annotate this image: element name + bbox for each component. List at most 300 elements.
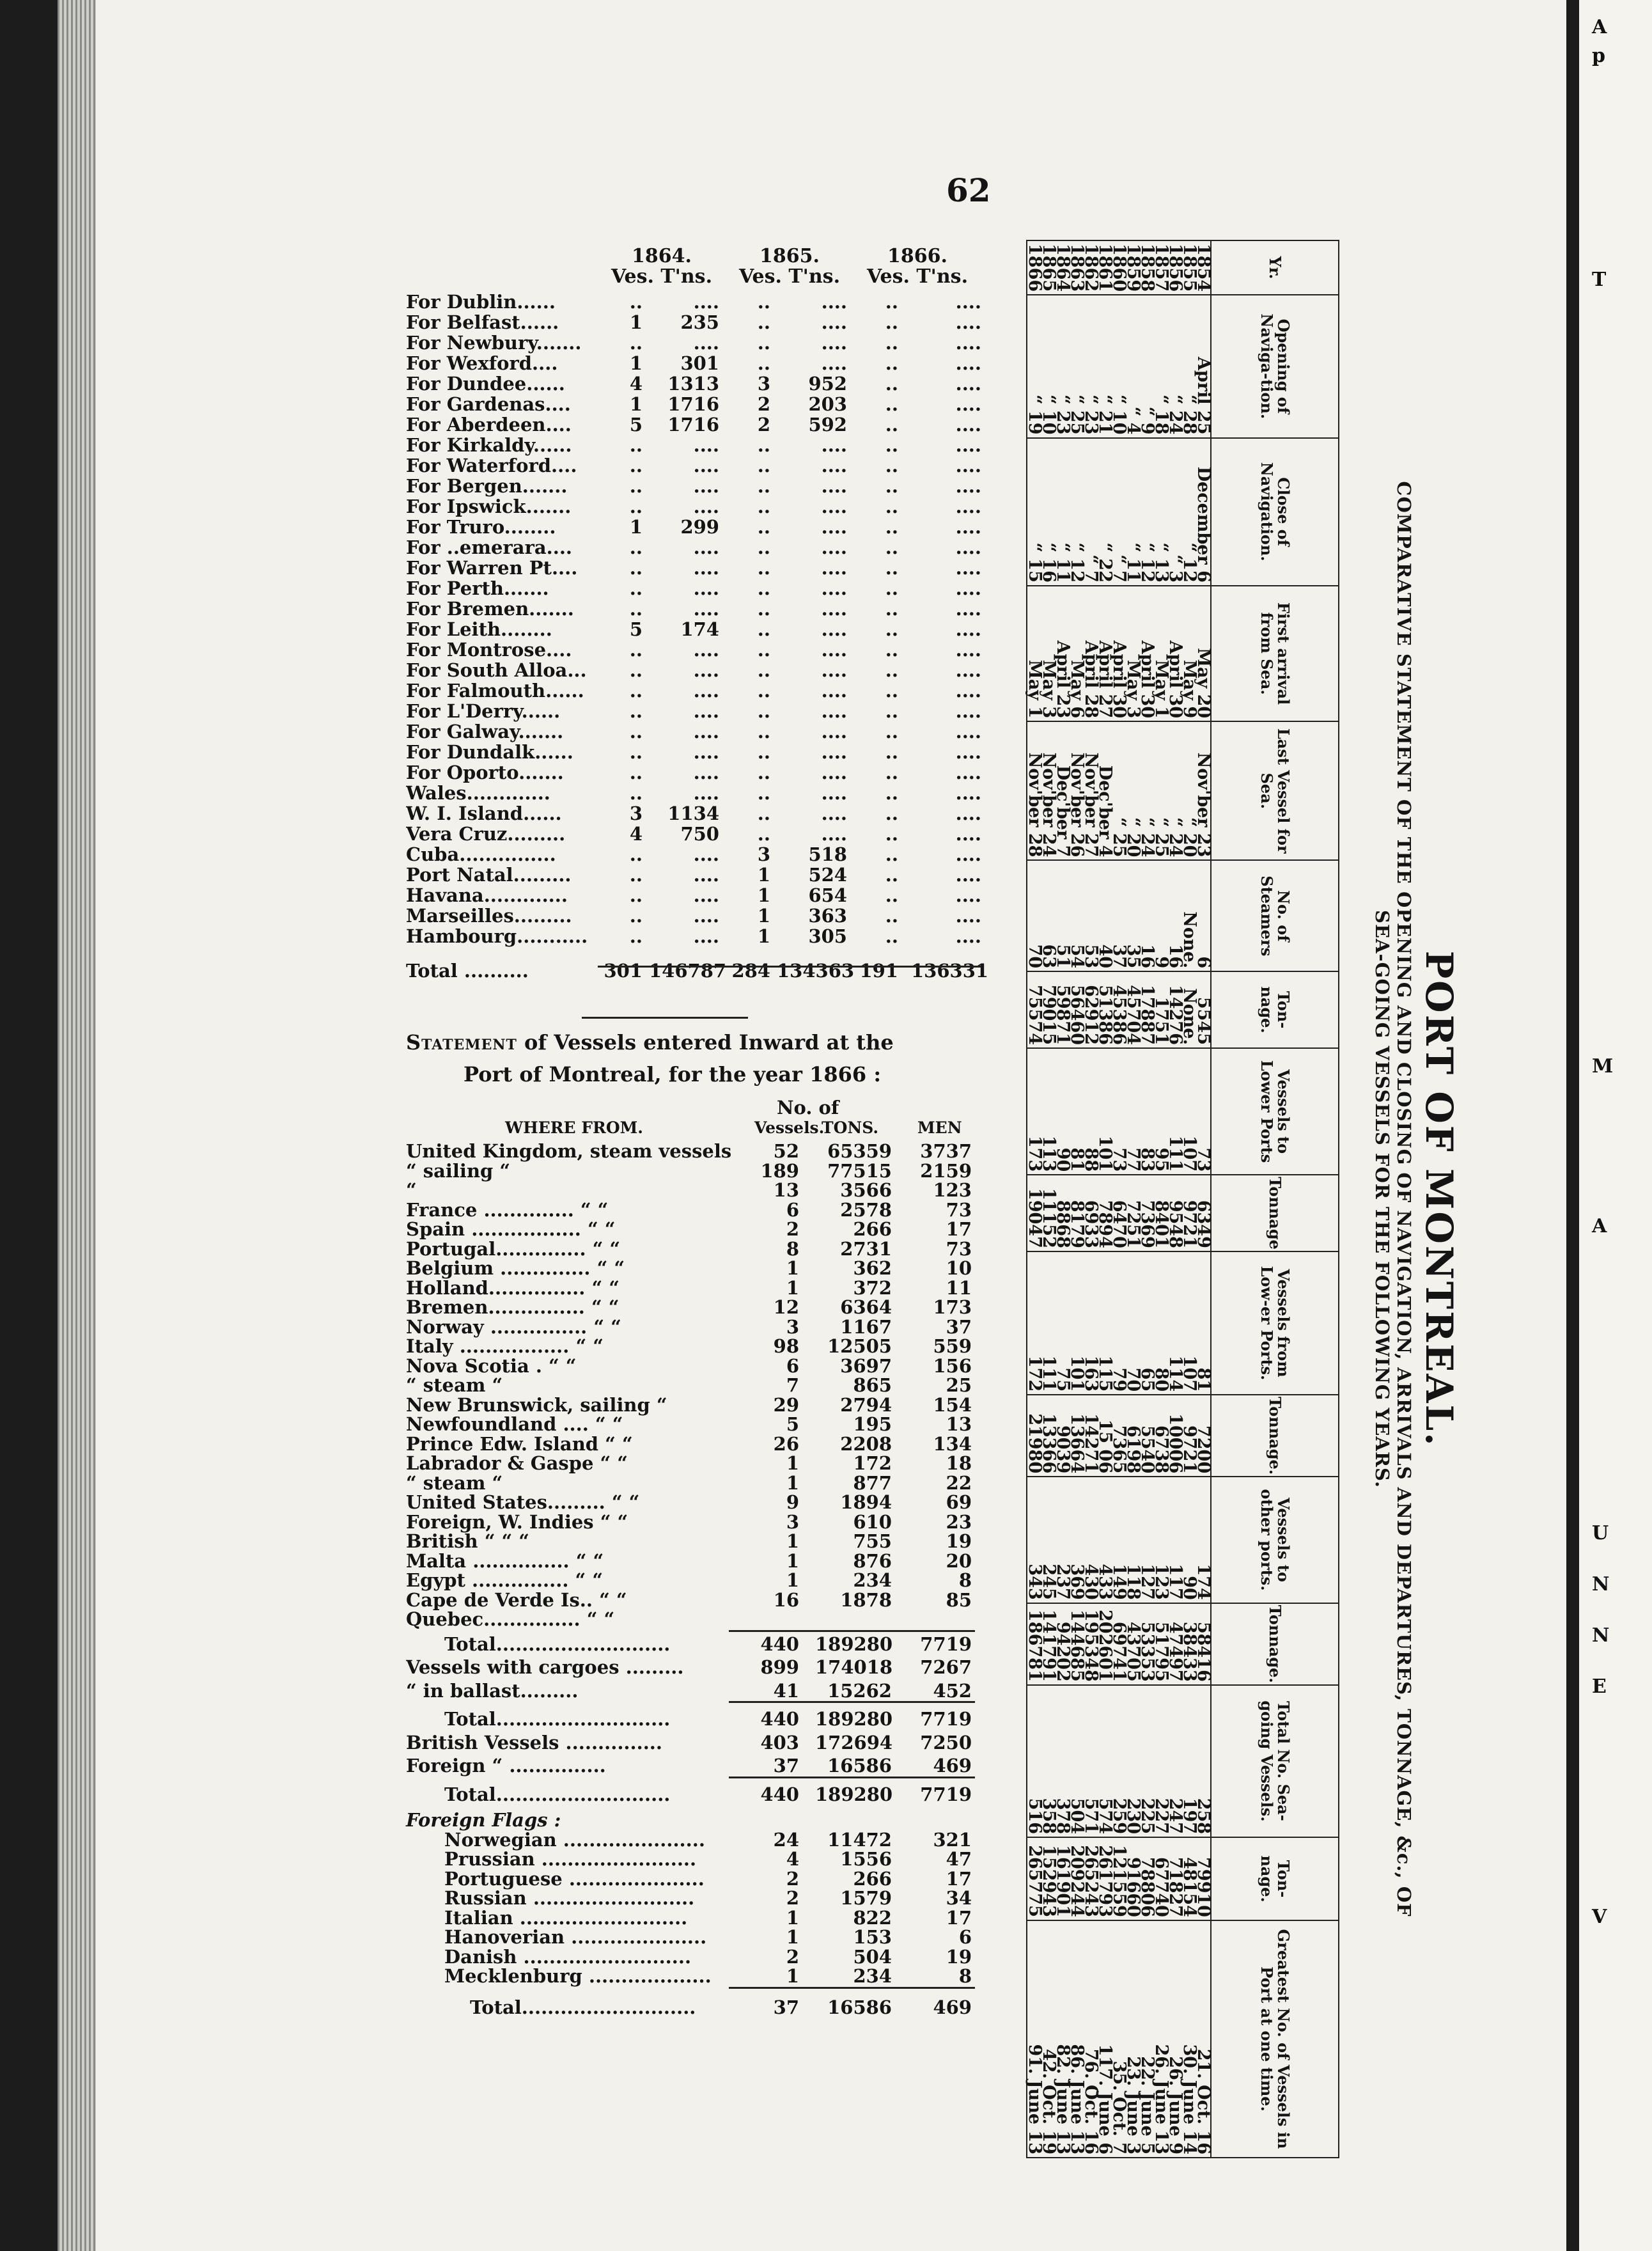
port-t66: ....	[955, 700, 981, 722]
inward-row-vessels: 1	[786, 1530, 799, 1552]
comparative-cell: 81	[1196, 1251, 1211, 1395]
total-rule	[406, 1628, 981, 1633]
comparative-cell: 6198	[1126, 1395, 1140, 1477]
comparative-cell: 9548	[1168, 1175, 1182, 1251]
port-row	[406, 618, 981, 639]
year-1865-sub: Ves. T'ns.	[738, 265, 841, 288]
margin-fragment: p	[1592, 45, 1605, 67]
inward-row	[406, 1589, 981, 1609]
comparative-cell: 59871	[1056, 971, 1070, 1048]
inward-row-label: Quebec............... “ “	[406, 1608, 615, 1630]
comparative-cell: 141791	[1041, 1603, 1056, 1685]
comparative-cell: 58416	[1196, 1603, 1211, 1685]
comparative-cell: 172	[1027, 1251, 1041, 1395]
foreign-row	[444, 1926, 981, 1946]
comparative-header-cell: Vessels to other ports.	[1211, 1477, 1339, 1603]
port-v65: ..	[757, 455, 770, 476]
comparative-cell: 10006	[1168, 1395, 1182, 1477]
comparative-cell: 1861	[1098, 240, 1112, 295]
comparative-header-cell: Total No. Sea-going Vessels.	[1211, 1685, 1339, 1837]
comparative-cell: 26. June 9	[1168, 1920, 1182, 2158]
port-t66: ....	[955, 393, 981, 415]
inward-row-men: 173	[933, 1296, 972, 1318]
inward-total	[444, 1633, 981, 1653]
port-v66: ..	[885, 762, 898, 783]
foreign-row	[444, 1829, 981, 1849]
comparative-cell: 19047	[1027, 1175, 1041, 1251]
port-v65: 1	[757, 884, 770, 906]
port-v65: ..	[757, 721, 770, 742]
col-vessels: Vessels.	[754, 1118, 825, 1137]
comparative-cell: 51	[1056, 860, 1070, 971]
port-v64: ..	[629, 905, 643, 927]
inward-row-men: 17	[946, 1218, 972, 1240]
comparative-header-cell: Close of Navigation.	[1211, 438, 1339, 586]
port-t64: ....	[693, 496, 719, 517]
comparative-cell: 80	[1154, 1251, 1168, 1395]
foreign-row-label: Prussian ........................	[444, 1848, 697, 1870]
port-t65: ....	[821, 311, 847, 333]
port-t65: ....	[821, 639, 847, 661]
port-v65: ..	[757, 762, 770, 783]
comparative-cell: 51386	[1098, 971, 1112, 1048]
foreign-row-label: Danish ..........................	[444, 1945, 692, 1968]
comparative-cell: 78806	[1140, 1837, 1154, 1920]
comparative-cell: “ 25	[1070, 295, 1084, 437]
comparative-cell: 13664	[1070, 1395, 1084, 1477]
port-t65: 524	[808, 864, 847, 886]
port-v66: ..	[885, 843, 898, 865]
comparative-cell: May 3	[1126, 586, 1140, 721]
ports-total-t66: 136331	[911, 960, 989, 982]
margin-fragment: U	[1592, 1522, 1609, 1544]
port-v65: 2	[757, 414, 770, 435]
inward-row-tons: 2794	[840, 1393, 892, 1416]
comparative-cell: 14271	[1084, 1395, 1098, 1477]
comparative-cell: 13366	[1041, 1395, 1056, 1477]
comparative-cell: 237	[1056, 1477, 1070, 1603]
inward-row-men: 8	[958, 1569, 972, 1591]
inward-total-vessels: 440	[760, 1633, 799, 1655]
inward-row-tons: 77515	[827, 1159, 892, 1182]
comparative-cell: 186781	[1027, 1603, 1041, 1685]
inward-statement	[406, 1026, 981, 2016]
col-where-from: WHERE FROM.	[505, 1118, 643, 1137]
comparative-cell: 1860	[1112, 240, 1126, 295]
comparative-cell: April 25	[1196, 295, 1211, 437]
inward-row-vessels: 1	[786, 1569, 799, 1591]
comparative-cell: 1864	[1056, 240, 1070, 295]
inward-row-label: Spain ................. “ “	[406, 1218, 616, 1240]
foreign-total-tons: 16586	[827, 1996, 892, 2018]
comparative-cell: 111	[1168, 1048, 1182, 1175]
inward-row-label: Newfoundland .... “ “	[406, 1413, 623, 1435]
inward-row-men: 10	[946, 1257, 972, 1279]
port-v66: ..	[885, 537, 898, 558]
flag-total-tons: 189280	[815, 1783, 893, 1805]
port-t64: ....	[693, 925, 719, 947]
port-t66: ....	[955, 680, 981, 702]
flag-row	[406, 1755, 981, 1775]
cargo-total-men: 7719	[920, 1708, 972, 1730]
port-t64: ....	[693, 475, 719, 497]
port-v66: ..	[885, 332, 898, 354]
comparative-cell: 43705	[1126, 1603, 1140, 1685]
inward-row-men: 13	[946, 1413, 972, 1435]
port-t64: ....	[693, 782, 719, 804]
port-v65: ..	[757, 823, 770, 845]
inward-row-men: 22	[946, 1471, 972, 1494]
inward-row-vessels: 3	[786, 1510, 799, 1533]
port-t64: 1313	[667, 373, 719, 395]
section-divider	[582, 1017, 748, 1019]
inward-row	[406, 1608, 981, 1628]
comparative-cell: “ 20	[1182, 721, 1196, 860]
port-t66: ....	[955, 516, 981, 538]
inward-row-men: 85	[946, 1588, 972, 1611]
port-t65: ....	[821, 557, 847, 579]
comparative-cell: “ 7	[1112, 438, 1126, 586]
comparative-cell: 114	[1168, 1251, 1182, 1395]
comparative-cell: May 9	[1182, 586, 1196, 721]
comparative-cell: 6933	[1084, 1175, 1098, 1251]
port-v66: ..	[885, 291, 898, 313]
port-name: For Kirkaldy......	[406, 434, 572, 456]
port-name: For Ipswick.......	[406, 496, 572, 517]
foreign-flags-label: Foreign Flags :	[406, 1809, 561, 1831]
inward-row-label: United Kingdom, steam vessels	[406, 1140, 732, 1162]
inward-row-vessels: 5	[786, 1413, 799, 1435]
comparative-cell: 7200	[1196, 1395, 1211, 1477]
comparative-cell: 115	[1098, 1251, 1112, 1395]
port-row	[406, 537, 981, 557]
margin-fragment: A	[1592, 1215, 1607, 1237]
year-1866: 1866.	[887, 245, 947, 267]
cargo-row-tons: 174018	[815, 1656, 893, 1678]
port-v64: ..	[629, 782, 643, 804]
port-t64: ....	[693, 884, 719, 906]
port-v65: ..	[757, 700, 770, 722]
cargo-total-vessels: 440	[760, 1708, 799, 1730]
comparative-cell: “ 22	[1098, 438, 1112, 586]
comparative-cell: “ 9	[1140, 295, 1154, 437]
comparative-cell: 6	[1196, 860, 1211, 971]
year-1864-sub: Ves. T'ns.	[611, 265, 713, 288]
foreign-row-men: 19	[946, 1945, 972, 1968]
port-row	[406, 905, 981, 925]
comparative-cell: 1855	[1182, 240, 1196, 295]
comparative-cell: May 20	[1196, 586, 1211, 721]
flag-row-vessels: 403	[760, 1731, 799, 1753]
port-name: For Oporto.......	[406, 762, 564, 783]
port-v66: ..	[885, 496, 898, 517]
port-v65: 2	[757, 393, 770, 415]
comparative-cell: 1856	[1168, 240, 1182, 295]
comparative-cell: April 27	[1098, 586, 1112, 721]
inward-row-vessels: 189	[760, 1159, 799, 1182]
port-name: For Waterford....	[406, 455, 577, 476]
port-name: For Bergen.......	[406, 475, 568, 497]
port-v66: ..	[885, 925, 898, 947]
port-v65: ..	[757, 352, 770, 374]
inward-row-men: 559	[933, 1335, 972, 1357]
port-v66: ..	[885, 884, 898, 906]
inward-row	[406, 1472, 981, 1492]
inward-row-vessels: 16	[773, 1588, 799, 1611]
inward-row-men: 73	[946, 1237, 972, 1260]
port-t65: ....	[821, 762, 847, 783]
inward-row-vessels: 8	[786, 1237, 799, 1260]
port-t64: 1716	[667, 393, 719, 415]
cargo-row-men: 452	[933, 1679, 972, 1702]
port-row	[406, 782, 981, 803]
port-row	[406, 496, 981, 516]
total-rule-line	[729, 1630, 975, 1632]
inward-row-vessels: 12	[773, 1296, 799, 1318]
inward-row-label: Bremen............... “ “	[406, 1296, 620, 1318]
inward-row	[406, 1160, 981, 1180]
port-row	[406, 434, 981, 455]
inward-row-label: Labrador & Gaspe “ “	[406, 1452, 628, 1474]
comparative-cell: 247	[1168, 1685, 1182, 1837]
comparative-cell: 1857	[1154, 240, 1168, 295]
port-row	[406, 864, 981, 884]
port-t65: ....	[821, 721, 847, 742]
comparative-cell: 6349	[1196, 1175, 1211, 1251]
foreign-total-men: 469	[933, 1996, 972, 2018]
port-row	[406, 557, 981, 577]
inward-row-tons: 195	[853, 1413, 892, 1435]
inward-row	[406, 1199, 981, 1219]
port-t66: ....	[955, 434, 981, 456]
comparative-cell: May 6	[1070, 586, 1084, 721]
port-v66: ..	[885, 311, 898, 333]
comparative-cell: 1859	[1126, 240, 1140, 295]
port-v65: ..	[757, 434, 770, 456]
comparative-cell: 127	[1140, 1477, 1154, 1603]
foreign-row-label: Russian .........................	[444, 1887, 695, 1909]
port-t64: 1134	[667, 803, 719, 824]
comparative-cell: 67740	[1154, 1837, 1168, 1920]
comparative-cell: 433	[1098, 1477, 1112, 1603]
port-name: For Falmouth......	[406, 680, 584, 702]
port-t64: ....	[693, 434, 719, 456]
comparative-cell: “ 15	[1027, 438, 1041, 586]
port-t65: 363	[808, 905, 847, 927]
port-t64: ....	[693, 291, 719, 313]
inward-row-label: Norway ............... “ “	[406, 1315, 621, 1338]
comparative-cell: 16	[1168, 860, 1182, 971]
port-row	[406, 762, 981, 782]
ports-total-label: Total ..........	[406, 960, 529, 982]
foreign-row-label: Hanoverian .....................	[444, 1926, 707, 1948]
foreign-row-label: Mecklenburg ...................	[444, 1965, 712, 1987]
port-row	[406, 598, 981, 618]
comparative-cell: May 1	[1027, 586, 1041, 721]
inward-row-men: 69	[946, 1491, 972, 1513]
inward-row-vessels: 1	[786, 1452, 799, 1474]
port-v64: ..	[629, 332, 643, 354]
col-no-of: No. of	[777, 1097, 839, 1118]
port-v64: ..	[629, 741, 643, 763]
port-v64: 4	[629, 373, 643, 395]
foreign-row-vessels: 2	[786, 1945, 799, 1968]
comparative-cell: 6738	[1154, 1395, 1168, 1477]
comparative-cell: 8868	[1056, 1175, 1070, 1251]
port-t66: ....	[955, 843, 981, 865]
port-name: Cuba...............	[406, 843, 556, 865]
port-t65: ....	[821, 537, 847, 558]
port-name: Havana.............	[406, 884, 568, 906]
inward-row-vessels: 7	[786, 1374, 799, 1396]
inward-row-men: 25	[946, 1374, 972, 1396]
foreign-row-tons: 11472	[827, 1828, 892, 1851]
port-v66: ..	[885, 823, 898, 845]
comparative-cell: 30. June 14	[1182, 1920, 1196, 2158]
inward-row	[406, 1569, 981, 1589]
port-t65: ....	[821, 782, 847, 804]
inward-title-rest: of Vessels entered Inward at the	[517, 1030, 894, 1055]
foreign-row-men: 321	[933, 1828, 972, 1851]
comparative-cell: 79	[1112, 1251, 1126, 1395]
comparative-cell: December 6	[1196, 438, 1211, 586]
comparative-header-cell: Opening of Naviga-tion.	[1211, 295, 1339, 437]
port-row	[406, 291, 981, 311]
port-t66: ....	[955, 762, 981, 783]
comparative-cell: 121559	[1112, 1837, 1126, 1920]
port-t66: ....	[955, 577, 981, 599]
comparative-cell: 53353	[1140, 1603, 1154, 1685]
comparative-cell: 504	[1070, 1685, 1084, 1837]
inward-total-men: 7719	[920, 1633, 972, 1655]
comparative-cell: Nov'ber 24	[1041, 721, 1056, 860]
port-v64: 1	[629, 311, 643, 333]
port-v66: ..	[885, 905, 898, 927]
comparative-cell: 163	[1084, 1251, 1098, 1395]
comparative-cell: 9039	[1056, 1395, 1070, 1477]
comparative-cell: 7251	[1126, 1175, 1140, 1251]
port-v66: ..	[885, 864, 898, 886]
comparative-cell: April 23	[1056, 586, 1070, 721]
port-t66: ....	[955, 291, 981, 313]
inward-row-men: 73	[946, 1198, 972, 1221]
port-t65: 654	[808, 884, 847, 906]
port-t65: ....	[821, 434, 847, 456]
comparative-cell: 9	[1154, 860, 1168, 971]
inward-row	[406, 1257, 981, 1277]
port-v64: ..	[629, 884, 643, 906]
inward-row	[406, 1140, 981, 1160]
port-v65: ..	[757, 537, 770, 558]
inward-header-1	[406, 1097, 981, 1118]
port-v64: ..	[629, 864, 643, 886]
foreign-row-tons: 1556	[840, 1848, 892, 1870]
cargo-row-men: 7267	[920, 1656, 972, 1678]
ports-total-t64: 146787	[649, 960, 727, 982]
inward-row-vessels: 9	[786, 1491, 799, 1513]
inward-row-vessels: 13	[773, 1179, 799, 1201]
comparative-cell: Nov'ber 28	[1027, 721, 1041, 860]
foreign-row-tons: 822	[853, 1906, 892, 1929]
port-name: For Wexford....	[406, 352, 558, 374]
port-t66: ....	[955, 925, 981, 947]
comparative-cell: 71827	[1168, 1837, 1182, 1920]
comparative-cell: 35. Oct. 7	[1112, 1920, 1126, 2158]
inward-row-label: “ steam “	[406, 1374, 503, 1396]
inward-title-lead: Statement	[406, 1030, 517, 1055]
comparative-cell: 53	[1084, 860, 1098, 971]
port-v64: ..	[629, 496, 643, 517]
port-t64: ....	[693, 639, 719, 661]
comparative-cell: 1866	[1027, 240, 1041, 295]
comparative-cell: 63	[1041, 860, 1056, 971]
comparative-cell: “ 24	[1168, 721, 1182, 860]
foreign-row-vessels: 4	[786, 1848, 799, 1870]
comparative-cell: Nov'ber 27	[1084, 721, 1098, 860]
ports-total-t65: 134363	[777, 960, 855, 982]
port-t65: 518	[808, 843, 847, 865]
comparative-cell: 79910	[1196, 1837, 1211, 1920]
inward-total-label: Total...........................	[444, 1633, 671, 1655]
comparative-cell: 369	[1070, 1477, 1084, 1603]
comparative-header-cell: Yr.	[1211, 240, 1339, 295]
port-name: For Truro........	[406, 516, 556, 538]
port-t64: ....	[693, 537, 719, 558]
port-t64: ....	[693, 721, 719, 742]
foreign-row-men: 17	[946, 1906, 972, 1929]
cargo-row-label: Vessels with cargoes .........	[406, 1656, 684, 1678]
comparative-cell: 571	[1084, 1685, 1098, 1837]
port-v66: ..	[885, 577, 898, 599]
comparative-cell: Dec'ber 4	[1098, 721, 1112, 860]
port-v66: ..	[885, 373, 898, 395]
port-t65: 305	[808, 925, 847, 947]
comparative-cell: 38433	[1182, 1603, 1196, 1685]
inward-row	[406, 1550, 981, 1570]
inward-row-tons: 12505	[827, 1335, 892, 1357]
port-v66: ..	[885, 455, 898, 476]
flag-row-vessels: 37	[773, 1755, 799, 1776]
foreign-row-men: 8	[958, 1965, 972, 1987]
inward-row	[406, 1530, 981, 1550]
comparative-cell: 40	[1098, 860, 1112, 971]
foreign-row-vessels: 1	[786, 1926, 799, 1948]
comparative-cell: April 30	[1168, 586, 1182, 721]
port-v64: ..	[629, 721, 643, 742]
port-v64: ..	[629, 843, 643, 865]
comparative-cell: 107	[1182, 1048, 1196, 1175]
comparative-cell: “ 18	[1154, 295, 1168, 437]
inward-row-tons: 172	[853, 1452, 892, 1474]
inward-row-label: British “ “ “	[406, 1530, 529, 1552]
foreign-row-tons: 153	[853, 1926, 892, 1948]
inward-row-tons: 3697	[840, 1354, 892, 1377]
ports-total-rule	[598, 966, 981, 968]
comparative-cell: “ 3	[1168, 438, 1182, 586]
cargo-row	[406, 1680, 981, 1700]
port-t65: ....	[821, 291, 847, 313]
inward-row	[406, 1491, 981, 1511]
port-v66: ..	[885, 352, 898, 374]
right-facing-page-edge	[1579, 0, 1652, 2251]
port-t66: ....	[955, 884, 981, 906]
port-v64: 1	[629, 352, 643, 374]
port-v64: ..	[629, 557, 643, 579]
cargo-total	[444, 1708, 981, 1728]
inward-row-tons: 65359	[827, 1140, 892, 1162]
comparative-cell: 265243	[1084, 1837, 1098, 1920]
comparative-cell: 107	[1182, 1251, 1196, 1395]
